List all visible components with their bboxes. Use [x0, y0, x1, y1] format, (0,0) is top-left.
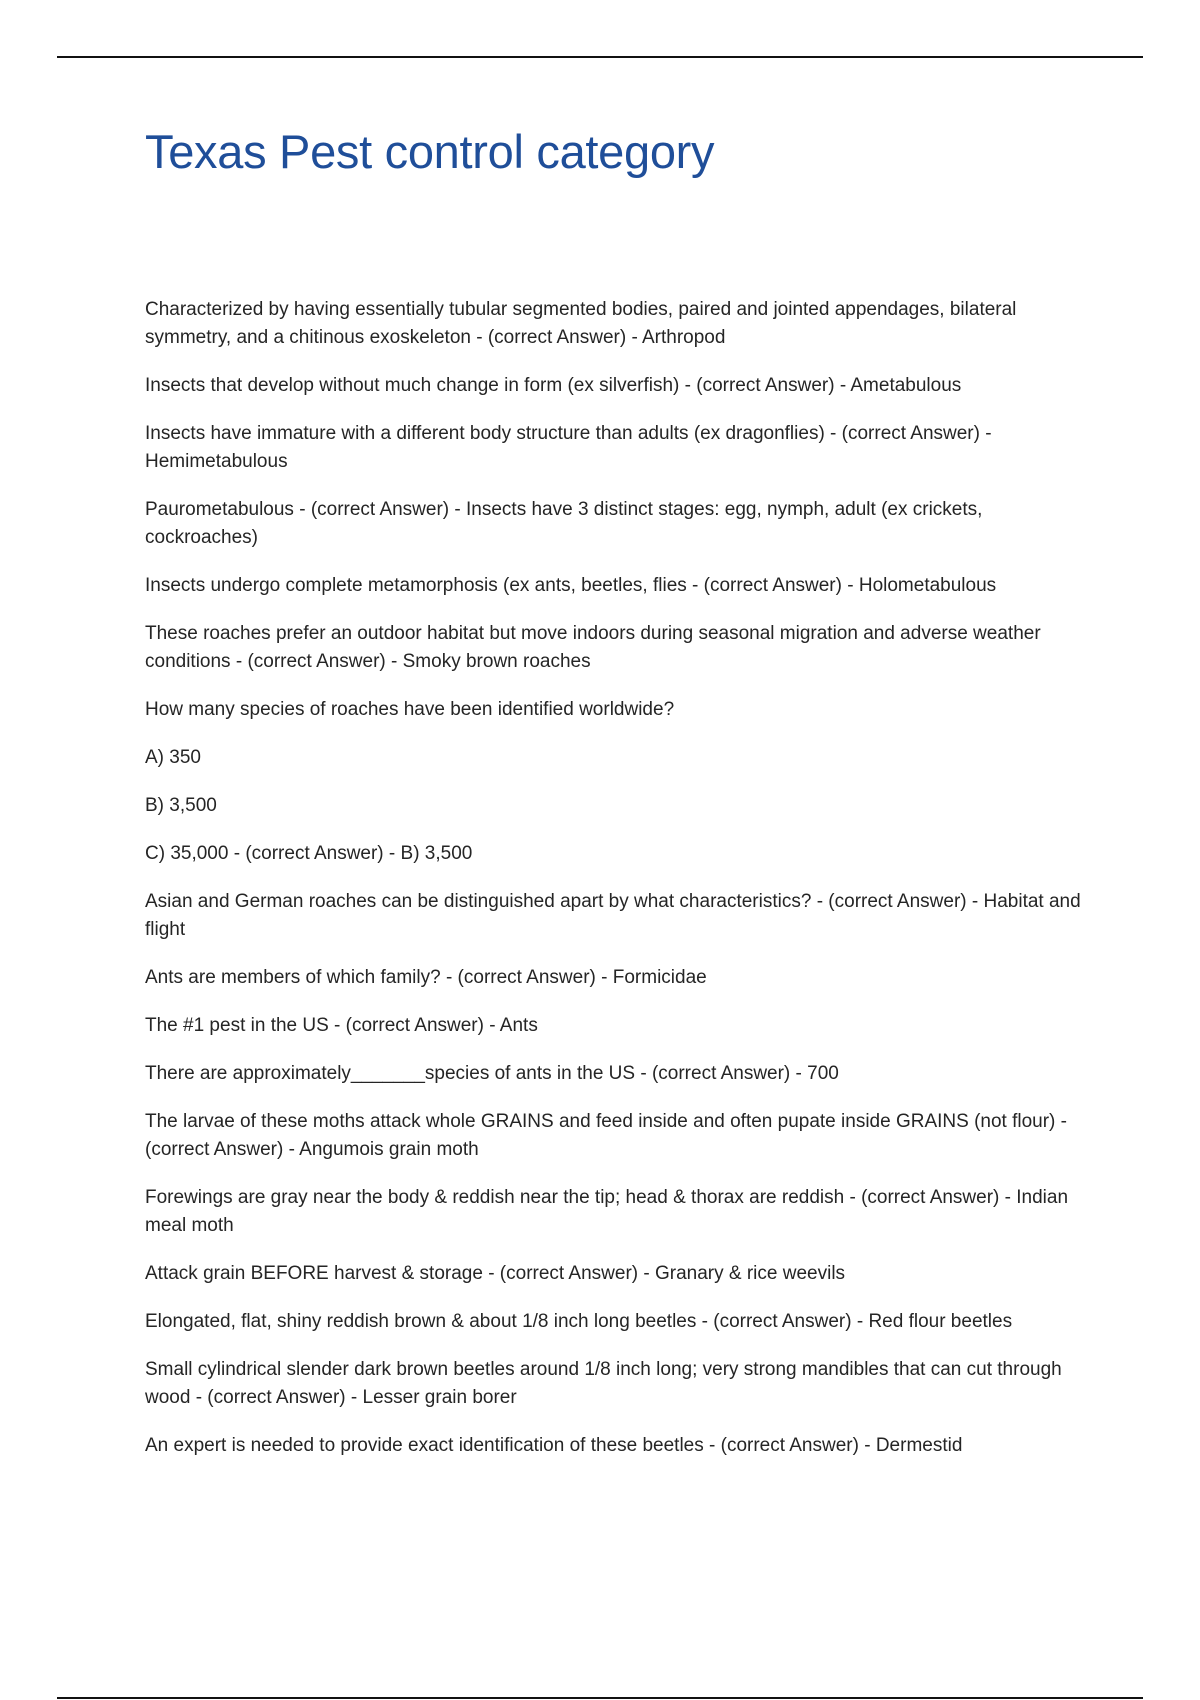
paragraph: Ants are members of which family? - (correct Answer) - Formicidae: [145, 967, 707, 988]
answer-option-c: C) 35,000 - (correct Answer) - B) 3,500: [145, 843, 473, 864]
answer-option-a: A) 350: [145, 747, 201, 768]
paragraph: Forewings are gray near the body & reddish near the tip; head & thorax are reddish - (correct Answer) - Indian meal moth: [145, 1187, 1069, 1236]
paragraph: Attack grain BEFORE harvest & storage - (correct Answer) - Granary & rice weevils: [145, 1263, 846, 1284]
paragraph: Characterized by having essentially tubular segmented bodies, paired and jointed appendages, bilateral symmetry, and a chitinous exoskeleton - (correct Answer) - Arthropod: [145, 299, 1017, 348]
paragraph: Small cylindrical slender dark brown beetles around 1/8 inch long; very strong mandibles that can cut through wood - (correct Answer) - Lesser grain borer: [145, 1359, 1062, 1408]
paragraph: These roaches prefer an outdoor habitat but move indoors during seasonal migration and adverse weather conditions - (correct Answer) - Smoky brown roaches: [145, 623, 1041, 672]
paragraph: The #1 pest in the US - (correct Answer) - Ants: [145, 1015, 538, 1036]
question-paragraph: How many species of roaches have been identified worldwide?: [145, 699, 675, 720]
paragraph: Insects undergo complete metamorphosis (ex ants, beetles, flies - (correct Answer) - Holometabulous: [145, 575, 997, 596]
bottom-divider: [57, 1697, 1143, 1699]
paragraph: The larvae of these moths attack whole GRAINS and feed inside and often pupate inside GRAINS (not flour) - (correct Answer) - Angumois grain moth: [145, 1111, 1067, 1160]
paragraph: There are approximately_______species of ants in the US - (correct Answer) - 700: [145, 1063, 839, 1084]
paragraph: Asian and German roaches can be distinguished apart by what characteristics? - (correct Answer) - Habitat and flight: [145, 891, 1081, 940]
paragraph: Elongated, flat, shiny reddish brown & about 1/8 inch long beetles - (correct Answer) - Red flour beetles: [145, 1311, 1013, 1332]
paragraph: An expert is needed to provide exact identification of these beetles - (correct Answer) - Dermestid: [145, 1435, 963, 1456]
paragraph: Insects have immature with a different body structure than adults (ex dragonflies) - (correct Answer) - Hemimetabulous: [145, 423, 992, 472]
answer-option-b: B) 3,500: [145, 795, 217, 816]
paragraph: Paurometabulous - (correct Answer) - Insects have 3 distinct stages: egg, nymph, adult (ex crickets, cockroaches): [145, 499, 983, 548]
paragraph: Insects that develop without much change in form (ex silverfish) - (correct Answer) - Ametabulous: [145, 375, 962, 396]
document-title: Texas Pest control category: [145, 125, 715, 178]
document-body: [145, 296, 1095, 1460]
document-page: [145, 118, 1095, 1480]
top-divider: [57, 56, 1143, 58]
